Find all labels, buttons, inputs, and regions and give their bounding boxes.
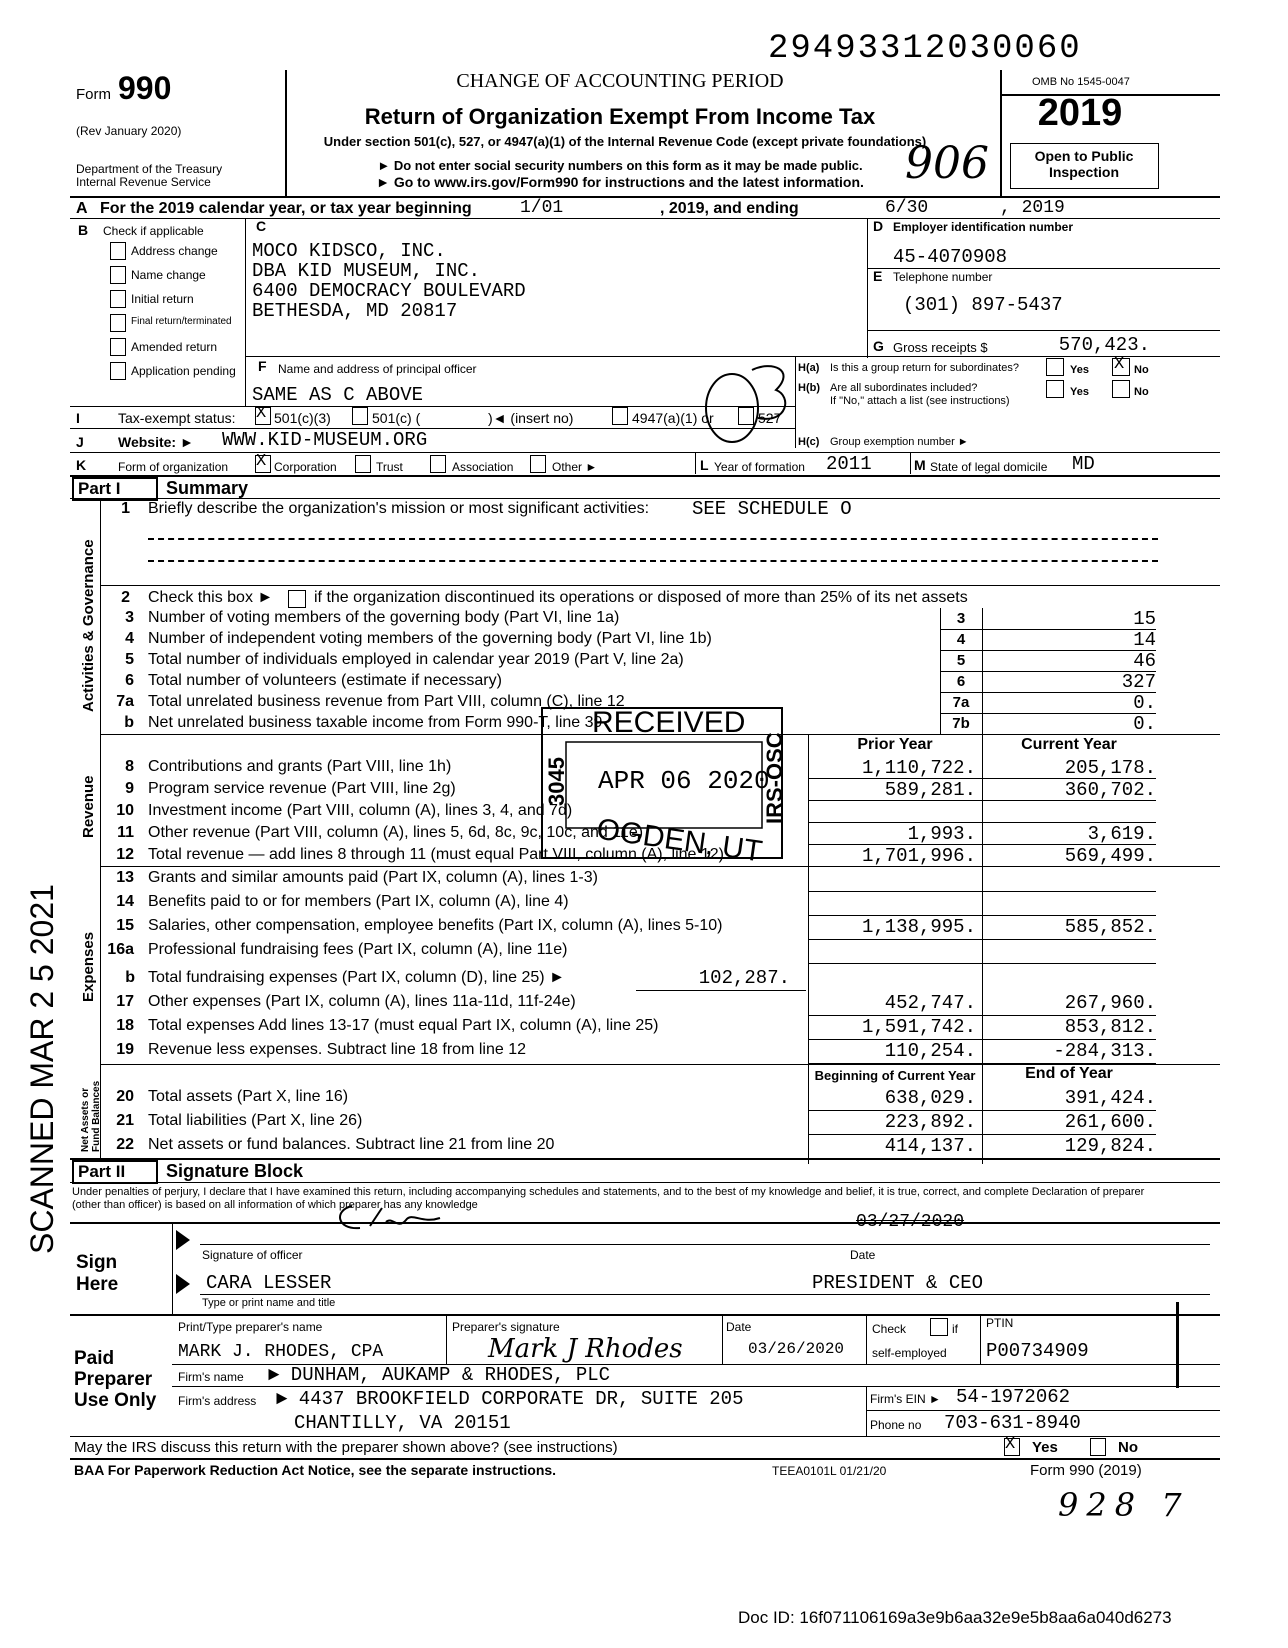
line-num: 15 [116, 917, 134, 934]
line-text: Other expenses (Part IX, column (A), lines 11a-11d, 11f-24e) [148, 993, 576, 1010]
fundraising-expenses-value: 102,287. [698, 967, 790, 989]
current-value: 360,702. [1064, 779, 1156, 801]
current-value: 267,960. [1064, 992, 1156, 1014]
check-label-2: Initial return [131, 292, 194, 306]
line-m-title: State of legal domicile [930, 460, 1048, 474]
line-text: Total assets (Part X, line 16) [148, 1088, 349, 1105]
form-irs: Internal Revenue Service [76, 175, 211, 189]
org-address-line-2: BETHESDA, MD 20817 [252, 300, 458, 322]
current-value: 585,852. [1064, 916, 1156, 938]
status-501c3-mark: X [256, 404, 267, 423]
ptin-label: PTIN [986, 1316, 1014, 1330]
current-value: 129,824. [1064, 1135, 1156, 1157]
line-16b-text: Total fundraising expenses (Part IX, column (D), line 25) ► [148, 969, 565, 986]
status-4947-label: 4947(a)(1) or [632, 410, 714, 426]
received-stamp-left: 3045 [544, 757, 569, 806]
preparer-name: MARK J. RHODES, CPA [178, 1342, 384, 1362]
gov-line-box: 7b [952, 715, 970, 732]
line-text: Benefits paid to or for members (Part IX, column (A), line 4) [148, 893, 569, 910]
line-num: 20 [116, 1088, 134, 1105]
org-name-line-2: DBA KID MUSEUM, INC. [252, 260, 481, 282]
side-label-expenses: Expenses [80, 931, 97, 1002]
hc-label: H(c) [798, 436, 820, 448]
officer-name: CARA LESSER [206, 1272, 332, 1294]
line-k-label: K [76, 457, 87, 473]
line-1-text: Briefly describe the organization's mission or most significant activities: [148, 500, 650, 517]
check-label-5: Application pending [131, 364, 236, 378]
col-beginning-year: Beginning of Current Year [814, 1068, 976, 1083]
form-note-ssn: ► Do not enter social security numbers on this form as it may be made public. [377, 158, 863, 173]
current-value: 205,178. [1064, 757, 1156, 779]
ha-text: Is this a group return for subordinates? [830, 362, 1019, 374]
gov-line-value: 46 [1133, 650, 1156, 672]
form-label: Form [76, 86, 111, 103]
org-corporation-mark: X [256, 452, 267, 471]
status-4947-checkbox[interactable] [612, 407, 628, 425]
line-l-title: Year of formation [714, 460, 805, 474]
gov-line-text: Total number of individuals employed in calendar year 2019 (Part V, line 2a) [148, 651, 684, 668]
gov-line-value: 0. [1133, 692, 1156, 714]
telephone-number: (301) 897-5437 [903, 294, 1063, 316]
ha-label: H(a) [798, 362, 820, 374]
gov-line-text: Number of voting members of the governing body (Part VI, line 1a) [148, 609, 620, 626]
line-num: 10 [116, 802, 134, 819]
line-text: Salaries, other compensation, employee benefits (Part IX, column (A), lines 5-10) [148, 917, 723, 934]
paid-preparer: Paid Preparer Use Only [74, 1348, 157, 1411]
received-stamp-right: IRS-OSC [762, 732, 787, 824]
part1-title: Summary [166, 478, 249, 498]
prior-value: 1,110,722. [861, 757, 976, 779]
perjury-statement: Under penalties of perjury, I declare that I have examined this return, including accompanying schedules and statements, and to the best of my knowledge and belief, it is true, correct, and complete Declaration of preparer (other than officer) is based on all information of which preparer has any knowledge [72, 1186, 1145, 1211]
line-num: 21 [116, 1112, 134, 1129]
check-box-2[interactable] [110, 290, 126, 308]
line-i-title: Tax-exempt status: [118, 410, 236, 426]
phone-label: Phone no [870, 1418, 922, 1432]
form-title: Return of Organization Exempt From Income Tax [364, 104, 876, 129]
website-url: WWW.KID-MUSEUM.ORG [222, 429, 428, 451]
check-box-1[interactable] [110, 266, 126, 284]
ha-no-label: No [1134, 364, 1149, 376]
line-num: 8 [125, 758, 134, 775]
section-d-title: Employer identification number [893, 220, 1074, 234]
gov-line-box: 7a [952, 694, 970, 711]
preparer-date-label: Date [726, 1320, 752, 1334]
received-stamp-city: OGDEN, UT [594, 812, 765, 869]
preparer-name-label: Print/Type preparer's name [178, 1320, 323, 1334]
current-value: 569,499. [1064, 845, 1156, 867]
gov-line-text: Total number of volunteers (estimate if necessary) [148, 672, 502, 689]
section-f-title: Name and address of principal officer [278, 362, 477, 376]
handwritten-circle-mark [692, 356, 802, 451]
line-text: Professional fundraising fees (Part IX, column (A), line 11e) [148, 941, 568, 958]
current-value: 391,424. [1064, 1087, 1156, 1109]
current-value: 261,600. [1064, 1111, 1156, 1133]
sign-here: Sign Here [76, 1252, 119, 1295]
gov-line-num: 6 [125, 672, 134, 689]
side-label-governance: Activities & Governance [80, 539, 97, 712]
col-current-year: Current Year [1021, 736, 1117, 753]
prior-value: 1,993. [907, 823, 976, 845]
hb-no-checkbox[interactable] [1112, 380, 1130, 398]
form-number: 990 [118, 70, 172, 106]
org-name-line-1: MOCO KIDSCO, INC. [252, 240, 446, 262]
form-note-website: ► Go to www.irs.gov/Form990 for instructions and the latest information. [376, 174, 864, 190]
if-label: if [952, 1322, 958, 1336]
state-of-domicile: MD [1072, 453, 1095, 475]
form-subtitle: Under section 501(c), 527, or 4947(a)(1) of the Internal Revenue Code (except private foundations) [323, 134, 927, 149]
sign-arrow-icon [176, 1230, 190, 1250]
name-title-label: Type or print name and title [202, 1297, 336, 1309]
check-label-4: Amended return [131, 340, 218, 354]
line-text: Total expenses Add lines 13-17 (must equal Part IX, column (A), line 25) [148, 1017, 659, 1034]
check-box-5[interactable] [110, 362, 126, 380]
discuss-yes-label: Yes [1032, 1439, 1058, 1456]
self-employed-label: self-employed [872, 1346, 947, 1360]
footer-form: Form 990 (2019) [1030, 1462, 1142, 1479]
footer-handwritten: 928 7 [1058, 1486, 1190, 1524]
prior-value: 638,029. [884, 1087, 976, 1109]
line-num: 12 [116, 846, 134, 863]
gov-line-text: Net unrelated business taxable income from Form 990-T, line 39 [148, 714, 603, 731]
check-label-1: Name change [131, 268, 206, 282]
section-b-label: B [78, 222, 89, 238]
ha-yes-checkbox[interactable] [1046, 358, 1064, 376]
status-527-label: 527 [758, 410, 782, 426]
col-prior-year: Prior Year [857, 736, 933, 753]
officer-title: PRESIDENT & CEO [812, 1272, 984, 1294]
received-stamp-title: RECEIVED [592, 706, 746, 739]
line-text: Net assets or fund balances. Subtract line 21 from line 20 [148, 1136, 555, 1153]
line-text: Other revenue (Part VIII, column (A), lines 5, 6d, 8c, 9c, 10c, and 11e) [148, 824, 644, 841]
line-j-title: Website: ► [118, 434, 194, 450]
hb-label: H(b) [798, 382, 820, 394]
prior-value: 452,747. [884, 992, 976, 1014]
gov-line-text: Total unrelated business revenue from Part VIII, column (C), line 12 [148, 693, 625, 710]
check-label: Check [872, 1322, 907, 1336]
firm-address-label: Firm's address [178, 1394, 257, 1408]
received-stamp [540, 706, 787, 869]
line-num: 18 [116, 1017, 134, 1034]
handwritten-number: 906 [905, 138, 989, 189]
gov-line-value: 15 [1133, 608, 1156, 630]
current-value: 853,812. [1064, 1016, 1156, 1038]
line-num: 13 [116, 869, 134, 886]
ha-yes-label: Yes [1070, 364, 1089, 376]
org-other-label: Other ► [552, 460, 598, 474]
prior-value: 110,254. [884, 1040, 976, 1062]
gross-receipts: 570,423. [1058, 334, 1150, 356]
discontinued-checkbox[interactable] [288, 590, 306, 608]
right-edge-mark [1176, 1302, 1179, 1388]
discuss-yes-mark: X [1005, 1435, 1016, 1454]
line-num: 11 [117, 824, 134, 841]
check-box-4[interactable] [110, 338, 126, 356]
prior-value: 589,281. [884, 779, 976, 801]
org-association-label: Association [452, 460, 514, 474]
gov-line-value: 0. [1133, 713, 1156, 735]
section-e-title: Telephone number [893, 270, 993, 284]
prior-value: 1,138,995. [861, 916, 976, 938]
line-num: 9 [125, 780, 134, 797]
gov-line-num: 4 [125, 630, 134, 647]
hb-text: Are all subordinates included? [830, 382, 978, 394]
line-text: Grants and similar amounts paid (Part IX, column (A), lines 1-3) [148, 869, 598, 886]
gov-line-num: 7a [116, 693, 134, 710]
mission-value: SEE SCHEDULE O [692, 498, 852, 520]
employer-id-number: 45-4070908 [893, 246, 1008, 268]
document-locator-number: 29493312030060 [768, 30, 1082, 68]
firm-ein: 54-1972062 [956, 1386, 1071, 1408]
section-f-label: F [258, 358, 267, 374]
line-num: 17 [116, 993, 134, 1010]
line-num: 16a [107, 941, 134, 958]
line-1-num: 1 [121, 500, 130, 517]
section-e-label: E [873, 268, 883, 284]
check-box-3[interactable] [110, 314, 126, 332]
check-label-0: Address change [131, 244, 218, 258]
preparer-signature-label: Preparer's signature [452, 1320, 560, 1334]
tax-year-end-year: , 2019 [1000, 198, 1065, 218]
name-arrow-icon [176, 1274, 190, 1294]
firm-name: ► DUNHAM, AUKAMP & RHODES, PLC [268, 1364, 611, 1386]
check-box-0[interactable] [110, 242, 126, 260]
side-label-revenue: Revenue [80, 775, 97, 838]
side-label-net-assets: Net Assets or Fund Balances [80, 1080, 102, 1152]
org-address-line-1: 6400 DEMOCRACY BOULEVARD [252, 280, 526, 302]
footer-baa: BAA For Paperwork Reduction Act Notice, see the separate instructions. [74, 1462, 557, 1478]
org-trust-label: Trust [376, 460, 403, 474]
received-stamp-date: APR 06 2020 [598, 766, 770, 796]
hb-note: If "No," attach a list (see instructions) [830, 395, 1010, 407]
section-d-label: D [873, 218, 884, 234]
line-2-num: 2 [121, 589, 130, 606]
prior-value: 1,701,996. [861, 845, 976, 867]
principal-officer: SAME AS C ABOVE [252, 384, 424, 406]
current-value: 3,619. [1087, 823, 1156, 845]
line-text: Revenue less expenses. Subtract line 18 from line 12 [148, 1041, 526, 1058]
change-of-accounting-period: CHANGE OF ACCOUNTING PERIOD [456, 70, 784, 92]
gov-line-box: 4 [956, 631, 966, 648]
status-501c-label: 501(c) ( [372, 410, 421, 426]
line-a-label: A [76, 200, 88, 217]
line-k-title: Form of organization [118, 460, 229, 474]
firm-address-line-1: ► 4437 BROOKFIELD CORPORATE DR, SUITE 205 [276, 1388, 744, 1410]
self-employed-checkbox[interactable] [930, 1318, 948, 1336]
section-g-title: Gross receipts $ [893, 340, 988, 355]
line-m-label: M [914, 457, 926, 473]
line-i-label: I [76, 410, 80, 426]
line-l-label: L [700, 457, 709, 473]
tax-year-end: 6/30 [885, 198, 929, 218]
org-other-checkbox[interactable] [530, 455, 546, 473]
tax-year: 2019 [1037, 92, 1123, 134]
form-dept: Department of the Treasury [76, 162, 223, 176]
line-j-label: J [76, 434, 84, 450]
preparer-date: 03/26/2020 [748, 1340, 845, 1358]
part1-tab: Part I [72, 477, 158, 501]
gov-line-box: 6 [956, 673, 966, 690]
firm-name-label: Firm's name [178, 1370, 244, 1384]
section-b-title: Check if applicable [103, 224, 204, 238]
line-num: 14 [116, 893, 134, 910]
line-2-text-a: Check this box ► [148, 589, 274, 606]
prior-value: 414,137. [884, 1135, 976, 1157]
discuss-question: May the IRS discuss this return with the preparer shown above? (see instructions) [74, 1439, 618, 1456]
omb-number: OMB No 1545-0047 [1032, 76, 1130, 88]
prior-value: 1,591,742. [861, 1016, 976, 1038]
gov-line-value: 14 [1133, 629, 1156, 651]
open-to-public-inspection: Open to Public Inspection [1034, 148, 1134, 180]
line-text: Program service revenue (Part VIII, line 2g) [148, 780, 456, 797]
org-trust-checkbox[interactable] [355, 455, 371, 473]
status-insert-label: )◄ (insert no) [488, 410, 574, 426]
scanned-stamp: SCANNED MAR 2 5 2021 [24, 884, 60, 1254]
line-a-mid: , 2019, and ending [660, 200, 799, 217]
org-corporation-label: Corporation [274, 460, 337, 474]
firm-phone: 703-631-8940 [944, 1412, 1081, 1434]
gov-line-value: 327 [1121, 671, 1156, 693]
firm-address-line-2: CHANTILLY, VA 20151 [294, 1412, 511, 1434]
col-end-of-year: End of Year [1025, 1065, 1113, 1082]
footer-code: TEEA0101L 01/21/20 [772, 1464, 887, 1478]
doc-id: Doc ID: 16f071106169a3e9b6aa32e9e5b8aa6a040d6273 [738, 1608, 1172, 1627]
gov-line-box: 3 [956, 610, 966, 627]
line-a-text: For the 2019 calendar year, or tax year beginning [100, 200, 472, 217]
status-501c3-label: 501(c)(3) [274, 410, 331, 426]
line-text: Contributions and grants (Part VIII, line 1h) [148, 758, 452, 775]
line-text: Investment income (Part VIII, column (A), lines 3, 4, and 7d) [148, 802, 573, 819]
line-num: 22 [116, 1136, 134, 1153]
part2-tab: Part II [72, 1160, 158, 1184]
gov-line-text: Number of independent voting members of the governing body (Part VI, line 1b) [148, 630, 712, 647]
gov-line-num: 5 [125, 651, 134, 668]
firm-ein-label: Firm's EIN ► [870, 1392, 941, 1406]
section-c-label: C [256, 218, 267, 234]
org-association-checkbox[interactable] [430, 455, 446, 473]
year-of-formation: 2011 [826, 453, 872, 475]
form-revision: (Rev January 2020) [76, 124, 182, 138]
line-2-text-b: if the organization discontinued its operations or disposed of more than 25% of its net assets [314, 589, 968, 606]
prior-value: 223,892. [884, 1111, 976, 1133]
signature-of-officer-label: Signature of officer [202, 1248, 303, 1262]
officer-signature-image [330, 1200, 450, 1242]
gov-line-box: 5 [956, 652, 966, 669]
gov-line-num: b [124, 714, 134, 731]
tax-year-begin: 1/01 [520, 198, 564, 218]
line-16b-num: b [125, 969, 135, 986]
part2-title: Signature Block [166, 1161, 304, 1181]
discuss-no-checkbox[interactable] [1090, 1438, 1106, 1456]
hc-text: Group exemption number ► [830, 436, 969, 448]
hb-yes-checkbox[interactable] [1046, 380, 1064, 398]
status-501c-checkbox[interactable] [352, 407, 368, 425]
line-text: Total revenue — add lines 8 through 11 (must equal Part VIII, column (A), line 12) [148, 846, 724, 863]
check-label-3: Final return/terminated [131, 316, 232, 327]
line-text: Total liabilities (Part X, line 26) [148, 1112, 363, 1129]
line-num: 19 [116, 1041, 134, 1058]
hb-no-label: No [1134, 386, 1149, 398]
ha-no-mark: X [1114, 355, 1125, 374]
current-value: -284,313. [1053, 1040, 1156, 1062]
discuss-no-label: No [1118, 1439, 1138, 1456]
preparer-signature: Mark J Rhodes [488, 1334, 683, 1364]
sign-date-label: Date [850, 1248, 876, 1262]
section-g-label: G [873, 338, 884, 354]
sign-date: 03/27/2020 [856, 1212, 965, 1232]
gov-line-num: 3 [125, 609, 134, 626]
hb-yes-label: Yes [1070, 386, 1089, 398]
ptin-value: P00734909 [986, 1340, 1089, 1362]
